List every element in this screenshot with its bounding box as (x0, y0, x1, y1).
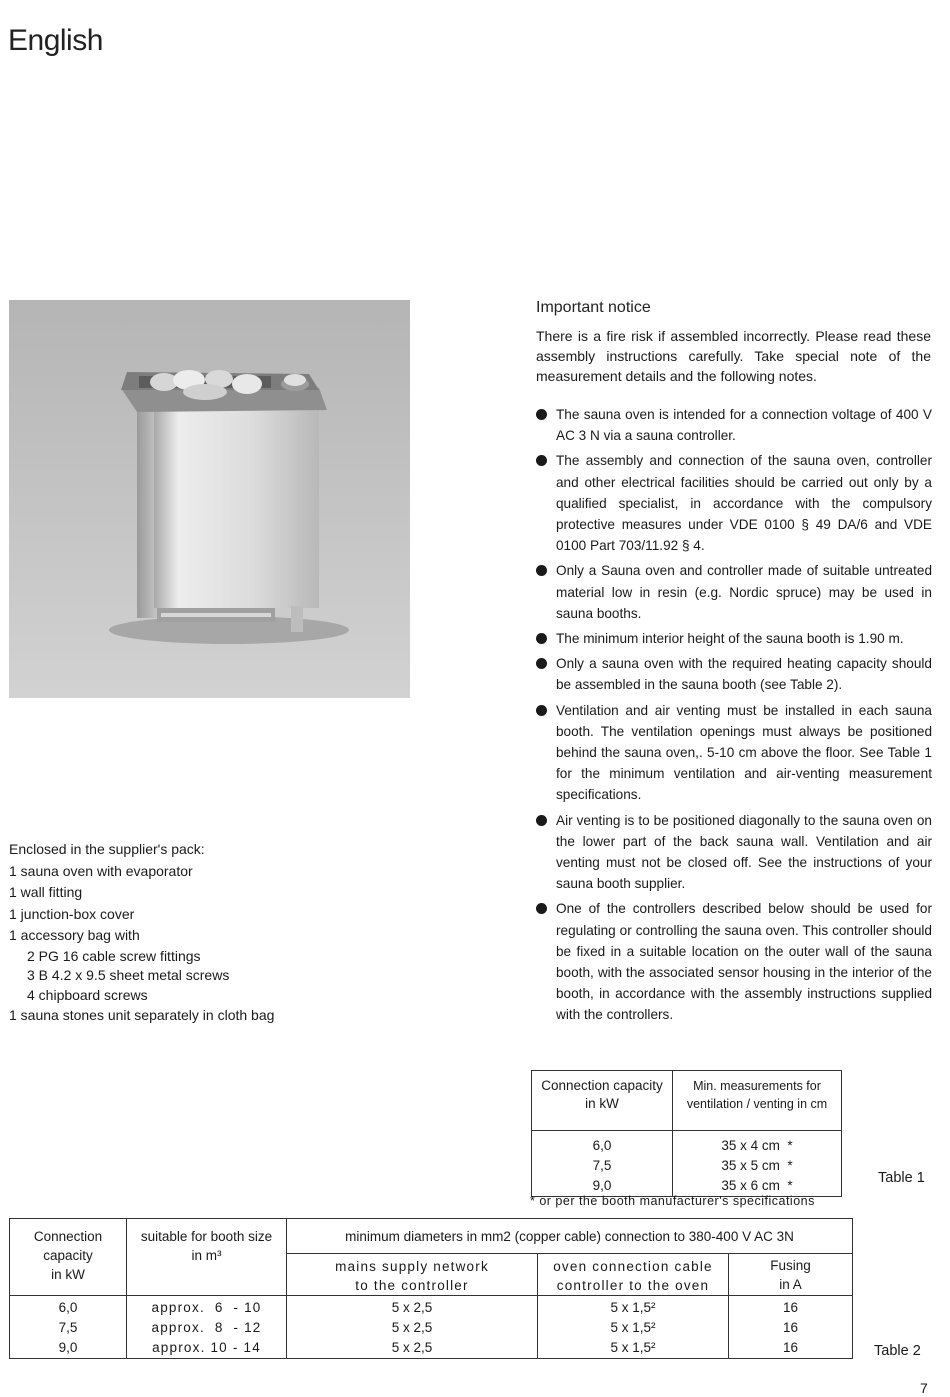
pack-sub-item: 4 chipboard screws (27, 986, 148, 1003)
notice-intro: There is a fire risk if assembled incorrectly. Please read these assembly instructions carefully. Take special note of the measurement details and the following notes. (536, 328, 931, 384)
col-header-capacity: Connection capacity in kW (33, 1229, 103, 1282)
bullet-icon (536, 903, 547, 914)
bullet-icon (536, 455, 547, 466)
list-item: Ventilation and air venting must be installed in each sauna booth. The ventilation openings must always be positioned behind the sauna oven,. 5-10 cm above the floor. See Table 1 for the minimum ventilation and air-venting measurement specifications. (535, 700, 932, 806)
pack-item: 1 accessory bag with (9, 927, 140, 943)
pack-item: 1 junction-box cover (9, 905, 135, 922)
fusing-cell: 16 16 16 (729, 1296, 853, 1359)
col-header-booth-size: suitable for booth size in m³ (127, 1219, 287, 1296)
important-notice-title: Important notice (536, 299, 651, 316)
bullet-icon (536, 658, 547, 669)
sauna-oven-icon (9, 300, 410, 698)
oven-cable-cell: 5 x 1,5² 5 x 1,5² 5 x 1,5² (538, 1296, 729, 1359)
notice-list (535, 404, 932, 1030)
pack-sub-item: 3 B 4.2 x 9.5 sheet metal screws (27, 967, 230, 983)
bullet-icon (536, 815, 547, 826)
page-number: 7 (920, 1380, 928, 1396)
table2-caption: Table 2 (874, 1343, 921, 1359)
list-item: Air venting is to be positioned diagonally to the sauna oven on the lower part of the back sauna wall. Ventilation and air venting must not be closed off. See the instructions of your sauna booth supplier. (535, 810, 932, 895)
pack-item: 1 wall fitting (9, 884, 83, 900)
list-item: One of the controllers described below should be used for regulating or controlling the sauna oven. This controller should be fixed in a suitable location on the outer wall of the sauna booth, with the associated sensor housing in the interior of the booth, in accordance with the assembly instructions supplied with the controllers. (535, 898, 932, 1025)
sauna-oven-photo (9, 300, 410, 698)
list-item: The assembly and connection of the sauna oven, controller and other electrical facilities should be carried out only by a qualified specialist, in accordance with the compulsory protective measures under VDE 0100 § 49 DA/6 and VDE 0100 Part 703/11.92 § 4. (535, 450, 932, 556)
pack-item: 1 sauna stones unit separately in cloth bag (9, 1007, 275, 1023)
pack-heading: Enclosed in the supplier's pack: (9, 841, 205, 857)
col-header-min-diameters: minimum diameters in mm2 (copper cable) connection to 380-400 V AC 3N (287, 1219, 853, 1254)
list-item: Only a sauna oven with the required heating capacity should be assembled in the sauna booth (see Table 2). (535, 653, 932, 695)
bullet-icon (536, 705, 547, 716)
list-item: The minimum interior height of the sauna booth is 1.90 m. (535, 628, 932, 649)
col-header-oven-cable: oven connection cable controller to the oven (538, 1254, 729, 1296)
col-header-fusing: Fusing in A (729, 1254, 853, 1296)
table1-footnote: * or per the booth manufacturer's specifications (530, 1194, 815, 1208)
booth-size-cell: approx. 6 - 10 approx. 8 - 12 approx. 10 - 14 (127, 1296, 287, 1359)
bullet-icon (536, 409, 547, 420)
pack-item: 1 sauna oven with evaporator (9, 862, 193, 879)
bullet-icon (536, 633, 547, 644)
pack-sub-item: 2 PG 16 cable screw fittings (27, 947, 201, 964)
bullet-icon (536, 565, 547, 576)
col-header-measurements: Min. measurements for ventilation / venting in cm (673, 1071, 842, 1131)
language-heading: English (8, 24, 103, 57)
capacity-cell: 6,0 7,5 9,0 (10, 1296, 127, 1359)
capacity-cell: 6,0 7,5 9,0 (592, 1138, 612, 1193)
pack-contents (9, 839, 429, 1027)
mains-cell: 5 x 2,5 5 x 2,5 5 x 2,5 (287, 1296, 538, 1359)
cable-table (9, 1218, 853, 1359)
list-item: The sauna oven is intended for a connection voltage of 400 V AC 3 N via a sauna controller. (535, 404, 932, 446)
col-header-capacity: Connection capacity in kW (532, 1071, 673, 1131)
table1-caption: Table 1 (878, 1170, 925, 1186)
col-header-mains: mains supply network to the controller (287, 1254, 538, 1296)
ventilation-table (531, 1070, 842, 1197)
list-item: Only a Sauna oven and controller made of suitable untreated material low in resin (e.g. Nordic spruce) may be used in sauna booths. (535, 560, 932, 624)
measurement-cell: 35 x 4 cm * 35 x 5 cm * 35 x 6 cm * (673, 1131, 842, 1197)
